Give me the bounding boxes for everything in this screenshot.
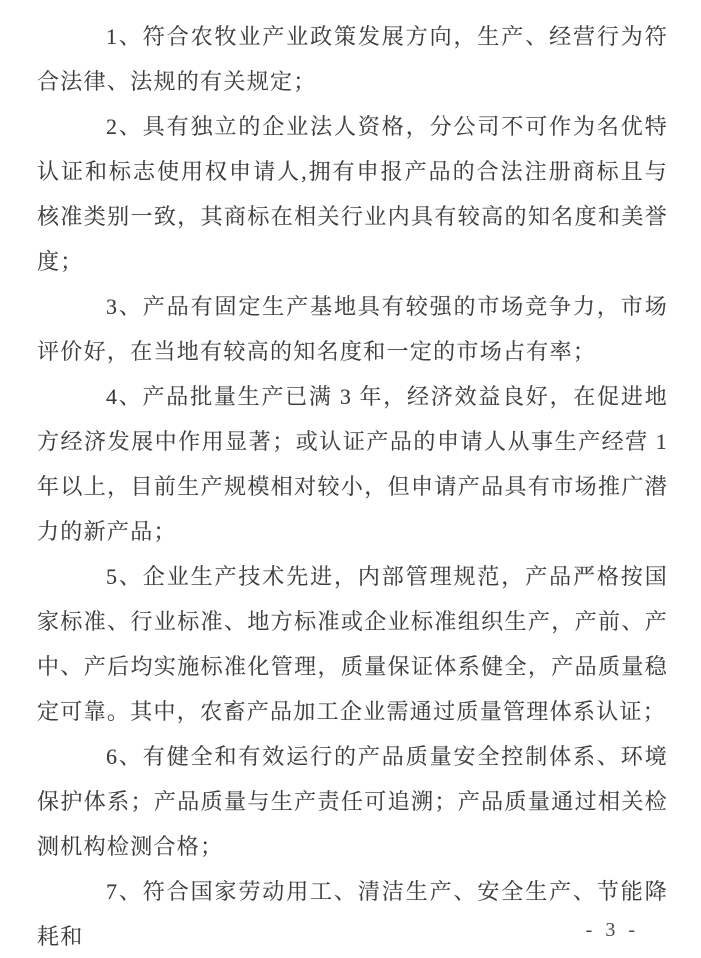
page-number: - 3 -	[585, 919, 639, 941]
paragraph-4: 4、产品批量生产已满 3 年，经济效益良好，在促进地方经济发展中作用显著；或认证产品的申请人从事生产经营 1 年以上，目前生产规模相对较小，但申请产品具有市场推广潜力的新产品；	[37, 384, 668, 544]
paragraph-3: 3、产品有固定生产基地具有较强的市场竞争力，市场评价好，在当地有较高的知名度和一定的市场占有率；	[37, 294, 668, 364]
paragraph-7: 7、符合国家劳动用工、清洁生产、安全生产、节能降耗和	[37, 879, 668, 949]
document-body	[37, 14, 668, 958]
paragraph-1: 1、符合农牧业产业政策发展方向，生产、经营行为符合法律、法规的有关规定；	[37, 24, 668, 94]
paragraph-2: 2、具有独立的企业法人资格，分公司不可作为名优特认证和标志使用权申请人,拥有申报产品的合法注册商标且与核准类别一致，其商标在相关行业内具有较高的知名度和美誉度；	[37, 114, 668, 274]
paragraph-5: 5、企业生产技术先进，内部管理规范，产品严格按国家标准、行业标准、地方标准或企业标准组织生产，产前、产中、产后均实施标准化管理，质量保证体系健全，产品质量稳定可靠。其中，农畜产品加工企业需通过质量管理体系认证；	[37, 564, 668, 724]
paragraph-6: 6、有健全和有效运行的产品质量安全控制体系、环境保护体系；产品质量与生产责任可追溯；产品质量通过相关检测机构检测合格；	[37, 744, 668, 859]
